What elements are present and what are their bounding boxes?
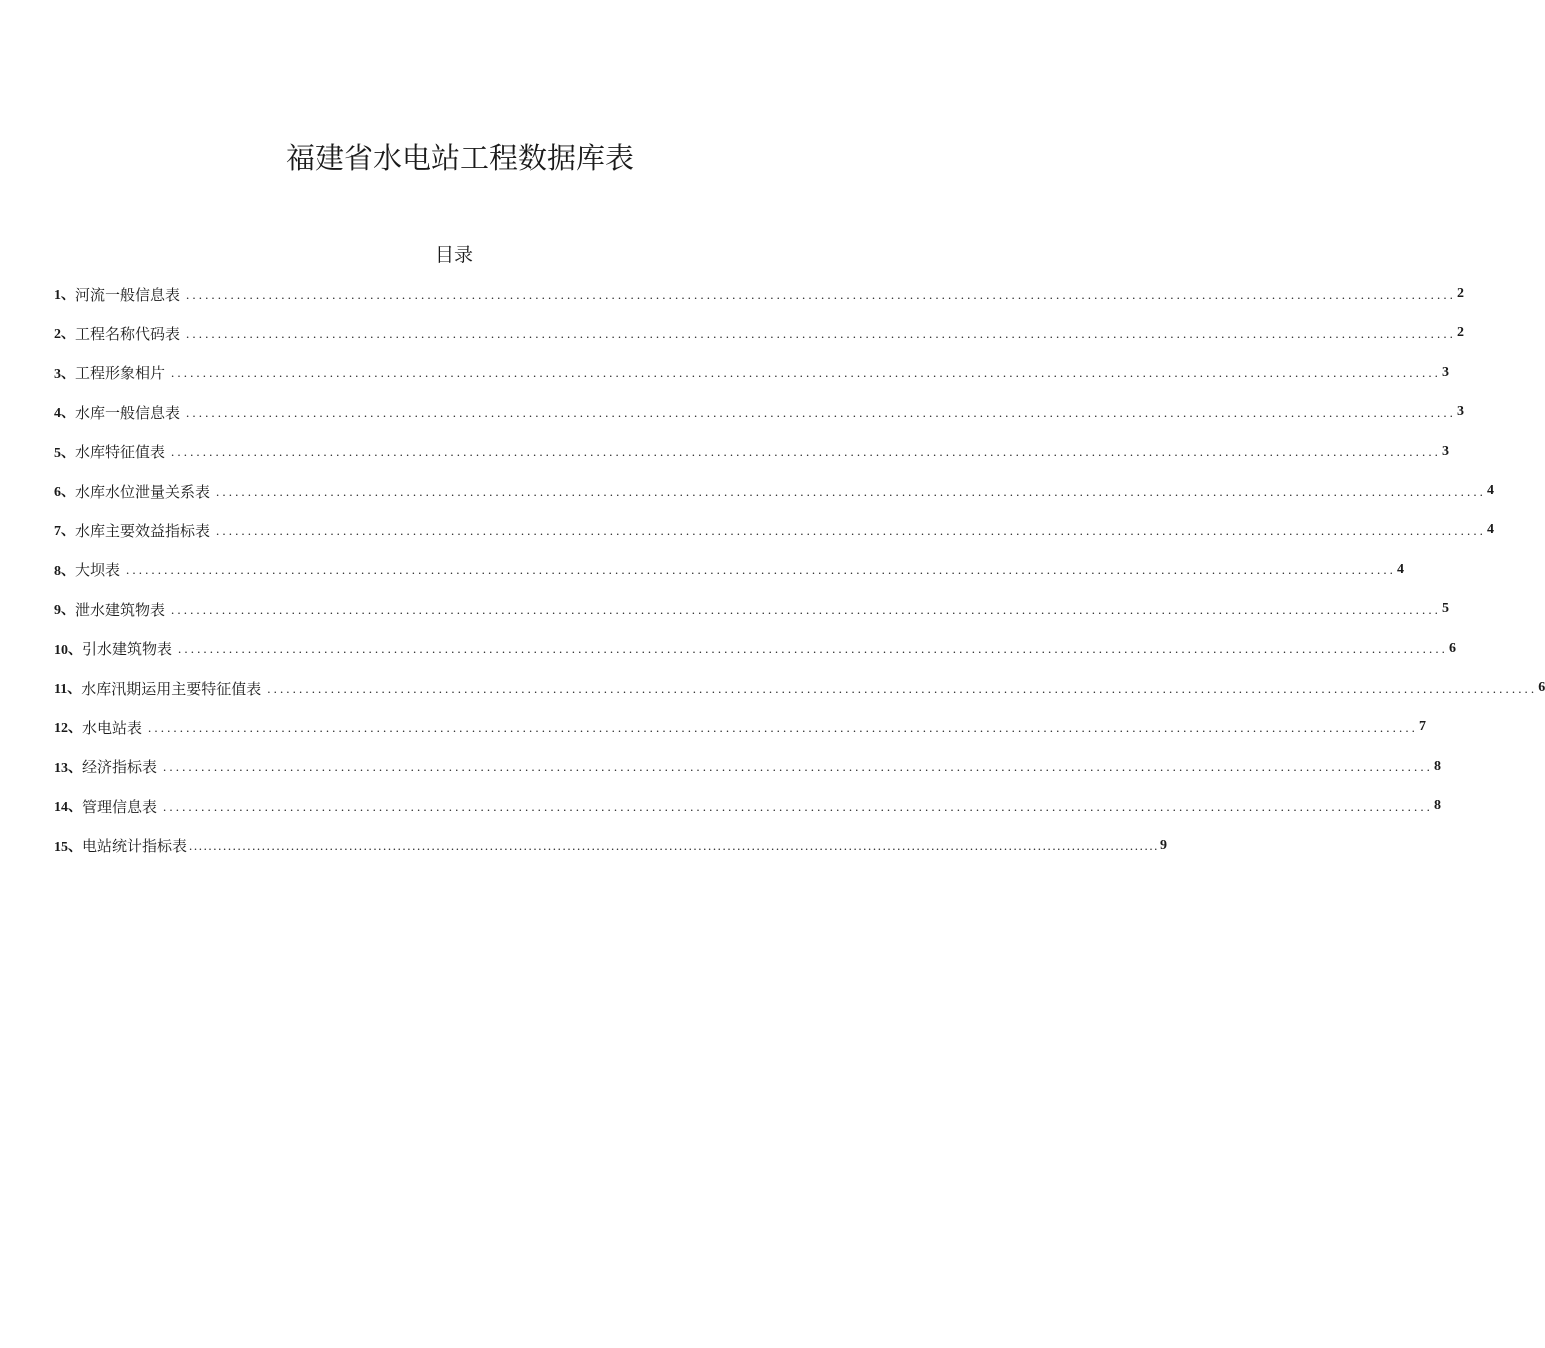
toc-entry-page: 8 <box>1434 798 1442 814</box>
toc-entry-page: 9 <box>1160 837 1168 853</box>
toc-entry-label: 管理信息表 <box>82 797 158 816</box>
toc-heading: 目录 <box>434 244 473 266</box>
toc-entry-label: 河流一般信息表 <box>75 285 181 304</box>
toc-entry-label: 工程名称代码表 <box>75 324 181 343</box>
toc-entry-label: 水库一般信息表 <box>75 403 181 422</box>
toc-entry-number: 2、 <box>54 327 75 343</box>
toc-entry-label: 引水建筑物表 <box>82 640 173 659</box>
toc-entry-page: 8 <box>1434 758 1442 774</box>
toc-leader-dots: ........................................................................................................................................................................................................ <box>171 601 1442 617</box>
toc-entry-page: 3 <box>1442 364 1450 380</box>
toc-entry-page: 6 <box>1449 640 1457 656</box>
toc-leader-dots: ........................................................................................................................................................................................................ <box>186 286 1457 302</box>
toc-leader-dots: ........................................................................................................................................................................................................ <box>189 838 1160 854</box>
toc-leader-dots: ........................................................................................................................................................................................................ <box>171 365 1442 381</box>
toc-entry-label: 电站统计指标表 <box>82 837 188 856</box>
toc-entry-label: 工程形象相片 <box>75 364 166 383</box>
toc-leader-dots: ........................................................................................................................................................................................................ <box>126 562 1397 578</box>
toc-entry-number: 8、 <box>54 563 75 579</box>
toc-entry-number: 4、 <box>54 406 75 422</box>
toc-leader-dots: ........................................................................................................................................................................................................ <box>171 444 1442 460</box>
toc-leader-dots: ........................................................................................................................................................................................................ <box>163 759 1434 775</box>
toc-leader-dots: ........................................................................................................................................................................................................ <box>267 680 1538 696</box>
toc-entry-page: 4 <box>1487 522 1495 538</box>
toc-entry-number: 12、 <box>54 721 82 737</box>
toc-entry[interactable] <box>54 595 1450 623</box>
toc-entry[interactable] <box>54 516 1495 544</box>
toc-entry-label: 水库水位泄量关系表 <box>75 482 211 501</box>
toc-entry[interactable] <box>54 792 1442 820</box>
toc-entry-page: 2 <box>1457 325 1465 341</box>
toc-entry-label: 大坝表 <box>75 561 121 580</box>
toc-entry-number: 10、 <box>54 642 82 658</box>
toc-entry-page: 6 <box>1538 680 1545 695</box>
toc-entry-number: 15、 <box>54 839 82 855</box>
toc-entry-label: 水库汛期运用主要特征值表 <box>81 679 262 698</box>
toc-entry-number: 6、 <box>54 485 75 500</box>
toc-entry-page: 4 <box>1397 561 1405 577</box>
toc-entry[interactable] <box>54 635 1457 663</box>
toc-entry-label: 水库主要效益指标表 <box>75 521 211 540</box>
toc-entry[interactable] <box>54 832 1168 860</box>
toc-leader-dots: ........................................................................................................................................................................................................ <box>216 522 1487 538</box>
toc-entry-number: 14、 <box>54 800 82 816</box>
toc-entry-label: 水电站表 <box>82 718 143 737</box>
toc-entry[interactable] <box>54 398 1465 426</box>
toc-leader-dots: ........................................................................................................................................................................................................ <box>186 325 1457 341</box>
toc-entry-number: 5、 <box>54 445 75 461</box>
toc-entry-label: 泄水建筑物表 <box>75 600 166 619</box>
toc-leader-dots: ........................................................................................................................................................................................................ <box>178 641 1449 657</box>
toc-entry-page: 7 <box>1419 719 1427 735</box>
toc-entry[interactable] <box>54 438 1450 466</box>
toc-entry[interactable] <box>54 319 1465 347</box>
toc-leader-dots: ........................................................................................................................................................................................................ <box>148 719 1419 735</box>
toc-entry[interactable] <box>54 556 1405 584</box>
toc-entry[interactable] <box>54 674 1545 702</box>
document-title: 福建省水电站工程数据库表 <box>285 141 634 175</box>
toc-entry-number: 9、 <box>54 603 75 619</box>
toc-entry-page: 3 <box>1457 404 1465 420</box>
toc-entry-number: 13、 <box>54 760 82 776</box>
toc-entry[interactable] <box>54 753 1442 781</box>
toc-entry[interactable] <box>54 477 1495 505</box>
toc-leader-dots: ........................................................................................................................................................................................................ <box>216 483 1487 499</box>
toc-entry[interactable] <box>54 280 1465 308</box>
toc-entry-number: 1、 <box>54 288 75 303</box>
toc-entry-label: 水库特征值表 <box>75 443 166 462</box>
toc-entry-page: 4 <box>1487 483 1495 498</box>
toc-entry[interactable] <box>54 359 1450 387</box>
toc-entry-label: 经济指标表 <box>82 758 158 777</box>
toc-leader-dots: ........................................................................................................................................................................................................ <box>163 798 1434 814</box>
toc-entry-number: 7、 <box>54 524 75 540</box>
toc-leader-dots: ........................................................................................................................................................................................................ <box>186 404 1457 420</box>
toc-entry-page: 2 <box>1457 286 1465 301</box>
toc-entry-number: 3、 <box>54 366 75 382</box>
toc-entry[interactable] <box>54 713 1427 741</box>
toc-entry-page: 5 <box>1442 601 1450 617</box>
toc-entry-number: 11、 <box>54 682 82 697</box>
toc-entry-page: 3 <box>1442 443 1450 459</box>
